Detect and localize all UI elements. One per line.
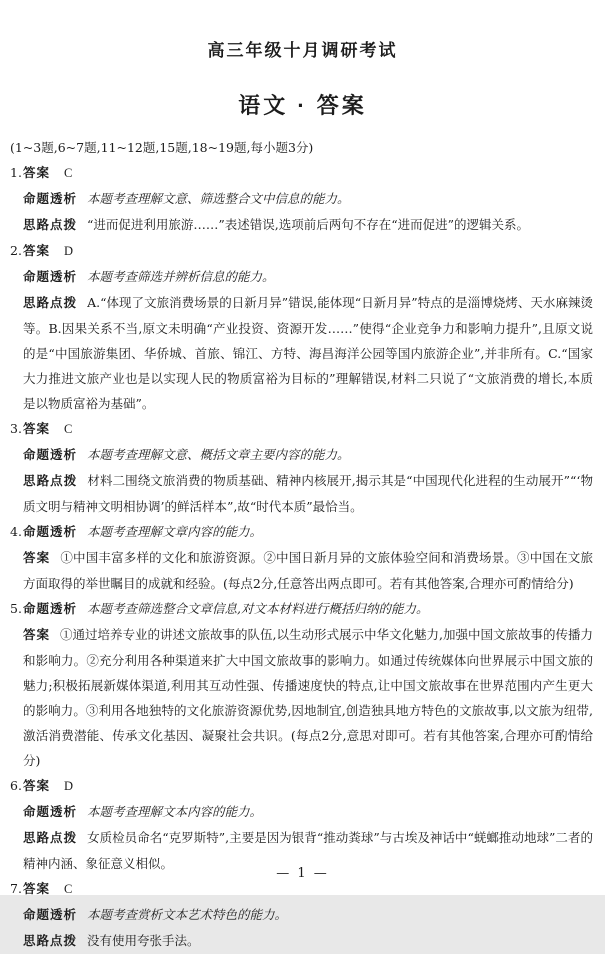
subject-answer-heading: 语文 · 答案 <box>238 93 367 118</box>
analysis-line <box>23 902 593 928</box>
analysis-label: 命题透析 <box>23 908 78 922</box>
analysis-label: 命题透析 <box>23 602 78 616</box>
tips-line <box>23 468 593 519</box>
analysis-line <box>23 799 593 825</box>
analysis-label: 命题透析 <box>23 192 78 206</box>
answer-line <box>23 160 593 186</box>
answer-label: 答案 <box>23 628 51 642</box>
answer-choice: D <box>64 244 74 258</box>
answer-line <box>23 545 593 596</box>
scoring-note: (1~3题,6~7题,11~12题,15题,18~19题,每小题3分) <box>10 140 314 155</box>
answer-line <box>23 416 593 442</box>
answer-choice: C <box>64 166 73 180</box>
answer-items <box>10 160 593 954</box>
answer-line <box>23 622 593 773</box>
answer-label: 答案 <box>23 244 51 258</box>
answer-text: ①中国丰富多样的文化和旅游资源。②中国日新月异的文旅体验空间和消费场景。③中国在文旅方面取得的举世瞩目的成就和经验。(每点2分,任意答出两点即可。若有其他答案,合理亦可酌情给分) <box>23 550 593 591</box>
analysis-text: 本题考查理解文本内容的能力。 <box>87 804 263 819</box>
tips-label: 思路点拨 <box>23 934 78 948</box>
tips-label: 思路点拨 <box>23 474 78 488</box>
answer-item-5 <box>10 596 593 773</box>
exam-title: 高三年级十月调研考试 <box>207 41 398 60</box>
answer-choice: D <box>64 779 74 793</box>
item-number: 4. <box>10 524 22 539</box>
analysis-label: 命题透析 <box>23 270 78 284</box>
analysis-line <box>23 596 593 622</box>
tips-label: 思路点拨 <box>23 831 78 845</box>
answer-label: 答案 <box>23 882 51 896</box>
tips-line <box>23 212 593 238</box>
analysis-label: 命题透析 <box>23 805 78 819</box>
tips-text: 材料二围绕文旅消费的物质基础、精神内核展开,揭示其是“中国现代化进程的生动展开”“‘物质文明与精神文明相协调’的鲜活样本”,故“时代本质”最恰当。 <box>23 473 593 514</box>
analysis-line <box>23 442 593 468</box>
answer-item-1 <box>10 160 593 238</box>
analysis-text: 本题考查赏析文本艺术特色的能力。 <box>87 907 288 922</box>
analysis-line <box>23 186 593 212</box>
answer-label: 答案 <box>23 779 51 793</box>
tips-text: 没有使用夸张手法。 <box>87 933 200 948</box>
analysis-label: 命题透析 <box>23 448 78 462</box>
answer-line <box>23 238 593 264</box>
answer-choice: C <box>64 422 73 436</box>
tips-label: 思路点拨 <box>23 296 78 310</box>
tips-text: 女质检员命名“克罗斯特”,主要是因为银背“推动粪球”与古埃及神话中“蜣螂推动地球”二者的精神内涵、象征意义相似。 <box>23 830 593 871</box>
answer-item-4 <box>10 519 593 596</box>
answer-label: 答案 <box>23 551 51 565</box>
analysis-line <box>23 519 593 545</box>
analysis-text: 本题考查筛选并辨析信息的能力。 <box>87 269 275 284</box>
answer-text: ①通过培养专业的讲述文旅故事的队伍,以生动形式展示中华文化魅力,加强中国文旅故事的传播力和影响力。②充分利用各种渠道来扩大中国文旅故事的影响力。如通过传统媒体向世界展示中国文旅的魅力;积极拓展新媒体渠道,利用其互动性强、传播速度快的特点,让中国文旅故事在世界范围内产生更大的影响力。③利用各地独特的文化旅游资源优势,因地制宜,创造独具地方特色的文旅故事,以文旅为纽带,激活消费潜能、传承文化基因、凝聚社会共识。(每点2分,意思对即可。若有其他答案,合理亦可酌情给分) <box>23 627 593 768</box>
answer-label: 答案 <box>23 166 51 180</box>
item-number: 5. <box>10 601 22 616</box>
item-number: 1. <box>10 165 22 180</box>
answer-choice: C <box>64 882 73 896</box>
answer-label: 答案 <box>23 422 51 436</box>
tips-line <box>23 290 593 416</box>
item-number: 6. <box>10 778 22 793</box>
item-number: 2. <box>10 243 22 258</box>
tips-line <box>23 928 593 954</box>
analysis-text: 本题考查理解文意、概括文章主要内容的能力。 <box>87 447 350 462</box>
item-number: 7. <box>10 881 22 896</box>
analysis-text: 本题考查理解文意、筛选整合文中信息的能力。 <box>87 191 350 206</box>
answer-item-3 <box>10 416 593 519</box>
analysis-label: 命题透析 <box>23 525 78 539</box>
tips-label: 思路点拨 <box>23 218 78 232</box>
answer-item-6 <box>10 773 593 876</box>
analysis-text: 本题考查筛选整合文章信息,对文本材料进行概括归纳的能力。 <box>87 601 429 616</box>
answer-item-2 <box>10 238 593 416</box>
analysis-line <box>23 264 593 290</box>
analysis-text: 本题考查理解文章内容的能力。 <box>87 524 263 539</box>
page-number: — 1 — <box>276 866 329 881</box>
answer-line <box>23 773 593 799</box>
item-number: 3. <box>10 421 22 436</box>
tips-text: A.“体现了文旅消费场景的日新月异”错误,能体现“日新月异”特点的是淄博烧烤、天水麻辣烫等。B.因果关系不当,原文未明确“产业投资、资源开发……”使得“企业竞争力和影响力提升”,且原文说的是“中国旅游集团、华侨城、首旅、锦江、方特、海昌海洋公园等国内旅游企业”,并非所有。C.“国家大力推进文旅产业也是以实现人民的物质富裕为目标的”理解错误,材料二只说了“文旅消费的增长,本质是以物质富裕为基础”。 <box>23 295 593 411</box>
answer-item-7 <box>10 876 593 954</box>
tips-text: “进而促进利用旅游……”表述错误,选项前后两句不存在“进而促进”的逻辑关系。 <box>87 217 530 232</box>
